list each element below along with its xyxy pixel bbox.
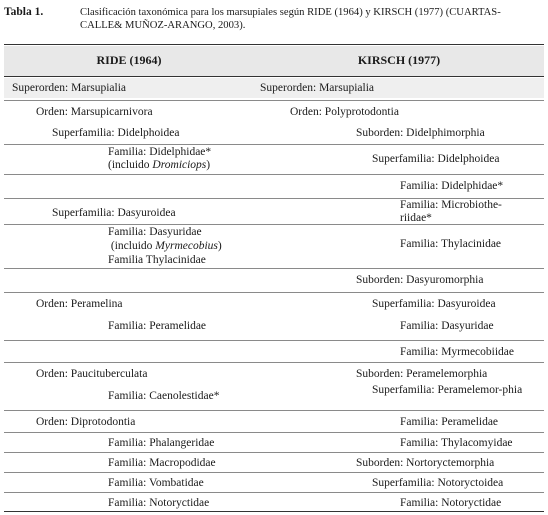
right-cell: Familia: Peramelidae [400, 416, 499, 428]
table-row [4, 492, 544, 513]
right-cell: Suborden: Nortoryctemorphia [356, 457, 495, 469]
table-row [4, 268, 544, 293]
header-kirsch: KIRSCH (1977) [357, 53, 441, 67]
left-cell: Superorden: Marsupialia [12, 82, 127, 94]
table-row [4, 174, 544, 199]
table-row [4, 472, 544, 493]
left-cell: Familia: Notoryctidae [108, 497, 210, 509]
left-cell-line3: Familia Thylacinidae [108, 254, 206, 266]
right-cell: Familia: Thylacomyidae [400, 437, 513, 449]
right-cell: Superfamilia: Dasyuroidea [372, 298, 496, 310]
left-cell-line1: Familia: Didelphidae* [108, 146, 212, 158]
table-top-rule [4, 44, 544, 45]
table-caption-label: Tabla 1. [4, 6, 44, 18]
table-row [4, 410, 544, 433]
right-cell: Familia: Notoryctidae [400, 497, 502, 509]
table-row [4, 432, 544, 453]
left-cell: Familia: Phalangeridae [108, 437, 215, 449]
table-row [4, 100, 544, 123]
right-cell: Familia: Thylacinidae [400, 238, 502, 250]
left-cell: Orden: Peramelina [36, 298, 123, 310]
right-cell: Superfamilia: Didelphoidea [372, 153, 500, 165]
table-row [4, 224, 544, 269]
left-cell: Familia: Peramelidae [108, 320, 207, 332]
left-cell: Familia: Macropodidae [108, 457, 216, 469]
table-row [4, 340, 544, 363]
left-cell-line2: (incluido Myrmecobius) [110, 240, 222, 252]
left-cell-line2: (incluido Dromiciops) [108, 159, 211, 171]
table-caption [4, 6, 544, 36]
left-cell: Familia: Caenolestidae* [108, 390, 220, 402]
left-cell: Superfamilia: Dasyuroidea [52, 207, 176, 219]
header-ride: RIDE (1964) [96, 53, 162, 67]
left-cell: Orden: Paucituberculata [36, 368, 148, 380]
left-cell: Familia: Vombatidae [108, 477, 204, 489]
table-row [4, 362, 544, 385]
table-header-rule [4, 76, 544, 77]
table-bottom-rule [4, 511, 544, 512]
right-cell: Familia: Myrmecobiidae [400, 346, 515, 358]
right-cell: Familia: Microbiothe-riidae* [400, 199, 502, 224]
right-cell: Superfamilia: Notoryctoidea [372, 477, 504, 489]
table-row [4, 78, 544, 98]
left-cell: Orden: Diprotodontia [36, 416, 136, 428]
table-caption-text: Clasificación taxonómica para los marsupiales según RIDE (1964) y KIRSCH (1977) (CUARTAS-CALLE& MUÑOZ-ARANGO, 2003). [80, 7, 501, 31]
right-cell: Orden: Polyprotodontia [290, 106, 399, 118]
left-cell: Orden: Marsupicarnivora [36, 106, 153, 118]
right-cell: Familia: Dasyuridae [400, 320, 494, 332]
right-cell: Familia: Didelphidae* [400, 180, 504, 192]
table-row [4, 144, 544, 173]
right-cell: Suborden: Peramelemorphia [356, 368, 488, 380]
right-cell: Suborden: Dasyuromorphia [356, 274, 484, 286]
table-row [4, 452, 544, 473]
left-cell: Superfamilia: Didelphoidea [52, 127, 180, 139]
classification-table [4, 44, 544, 512]
table-row [4, 384, 544, 408]
table-row [4, 198, 544, 225]
right-cell: Suborden: Didelphimorphia [356, 127, 485, 139]
right-cell: Superorden: Marsupialia [260, 82, 375, 94]
left-cell-line1: Familia: Dasyuridae [108, 226, 202, 238]
table-row [4, 314, 544, 338]
right-cell: Superfamilia: Peramelemor-phia [372, 384, 523, 396]
table-row [4, 292, 544, 315]
table-row [4, 122, 544, 144]
